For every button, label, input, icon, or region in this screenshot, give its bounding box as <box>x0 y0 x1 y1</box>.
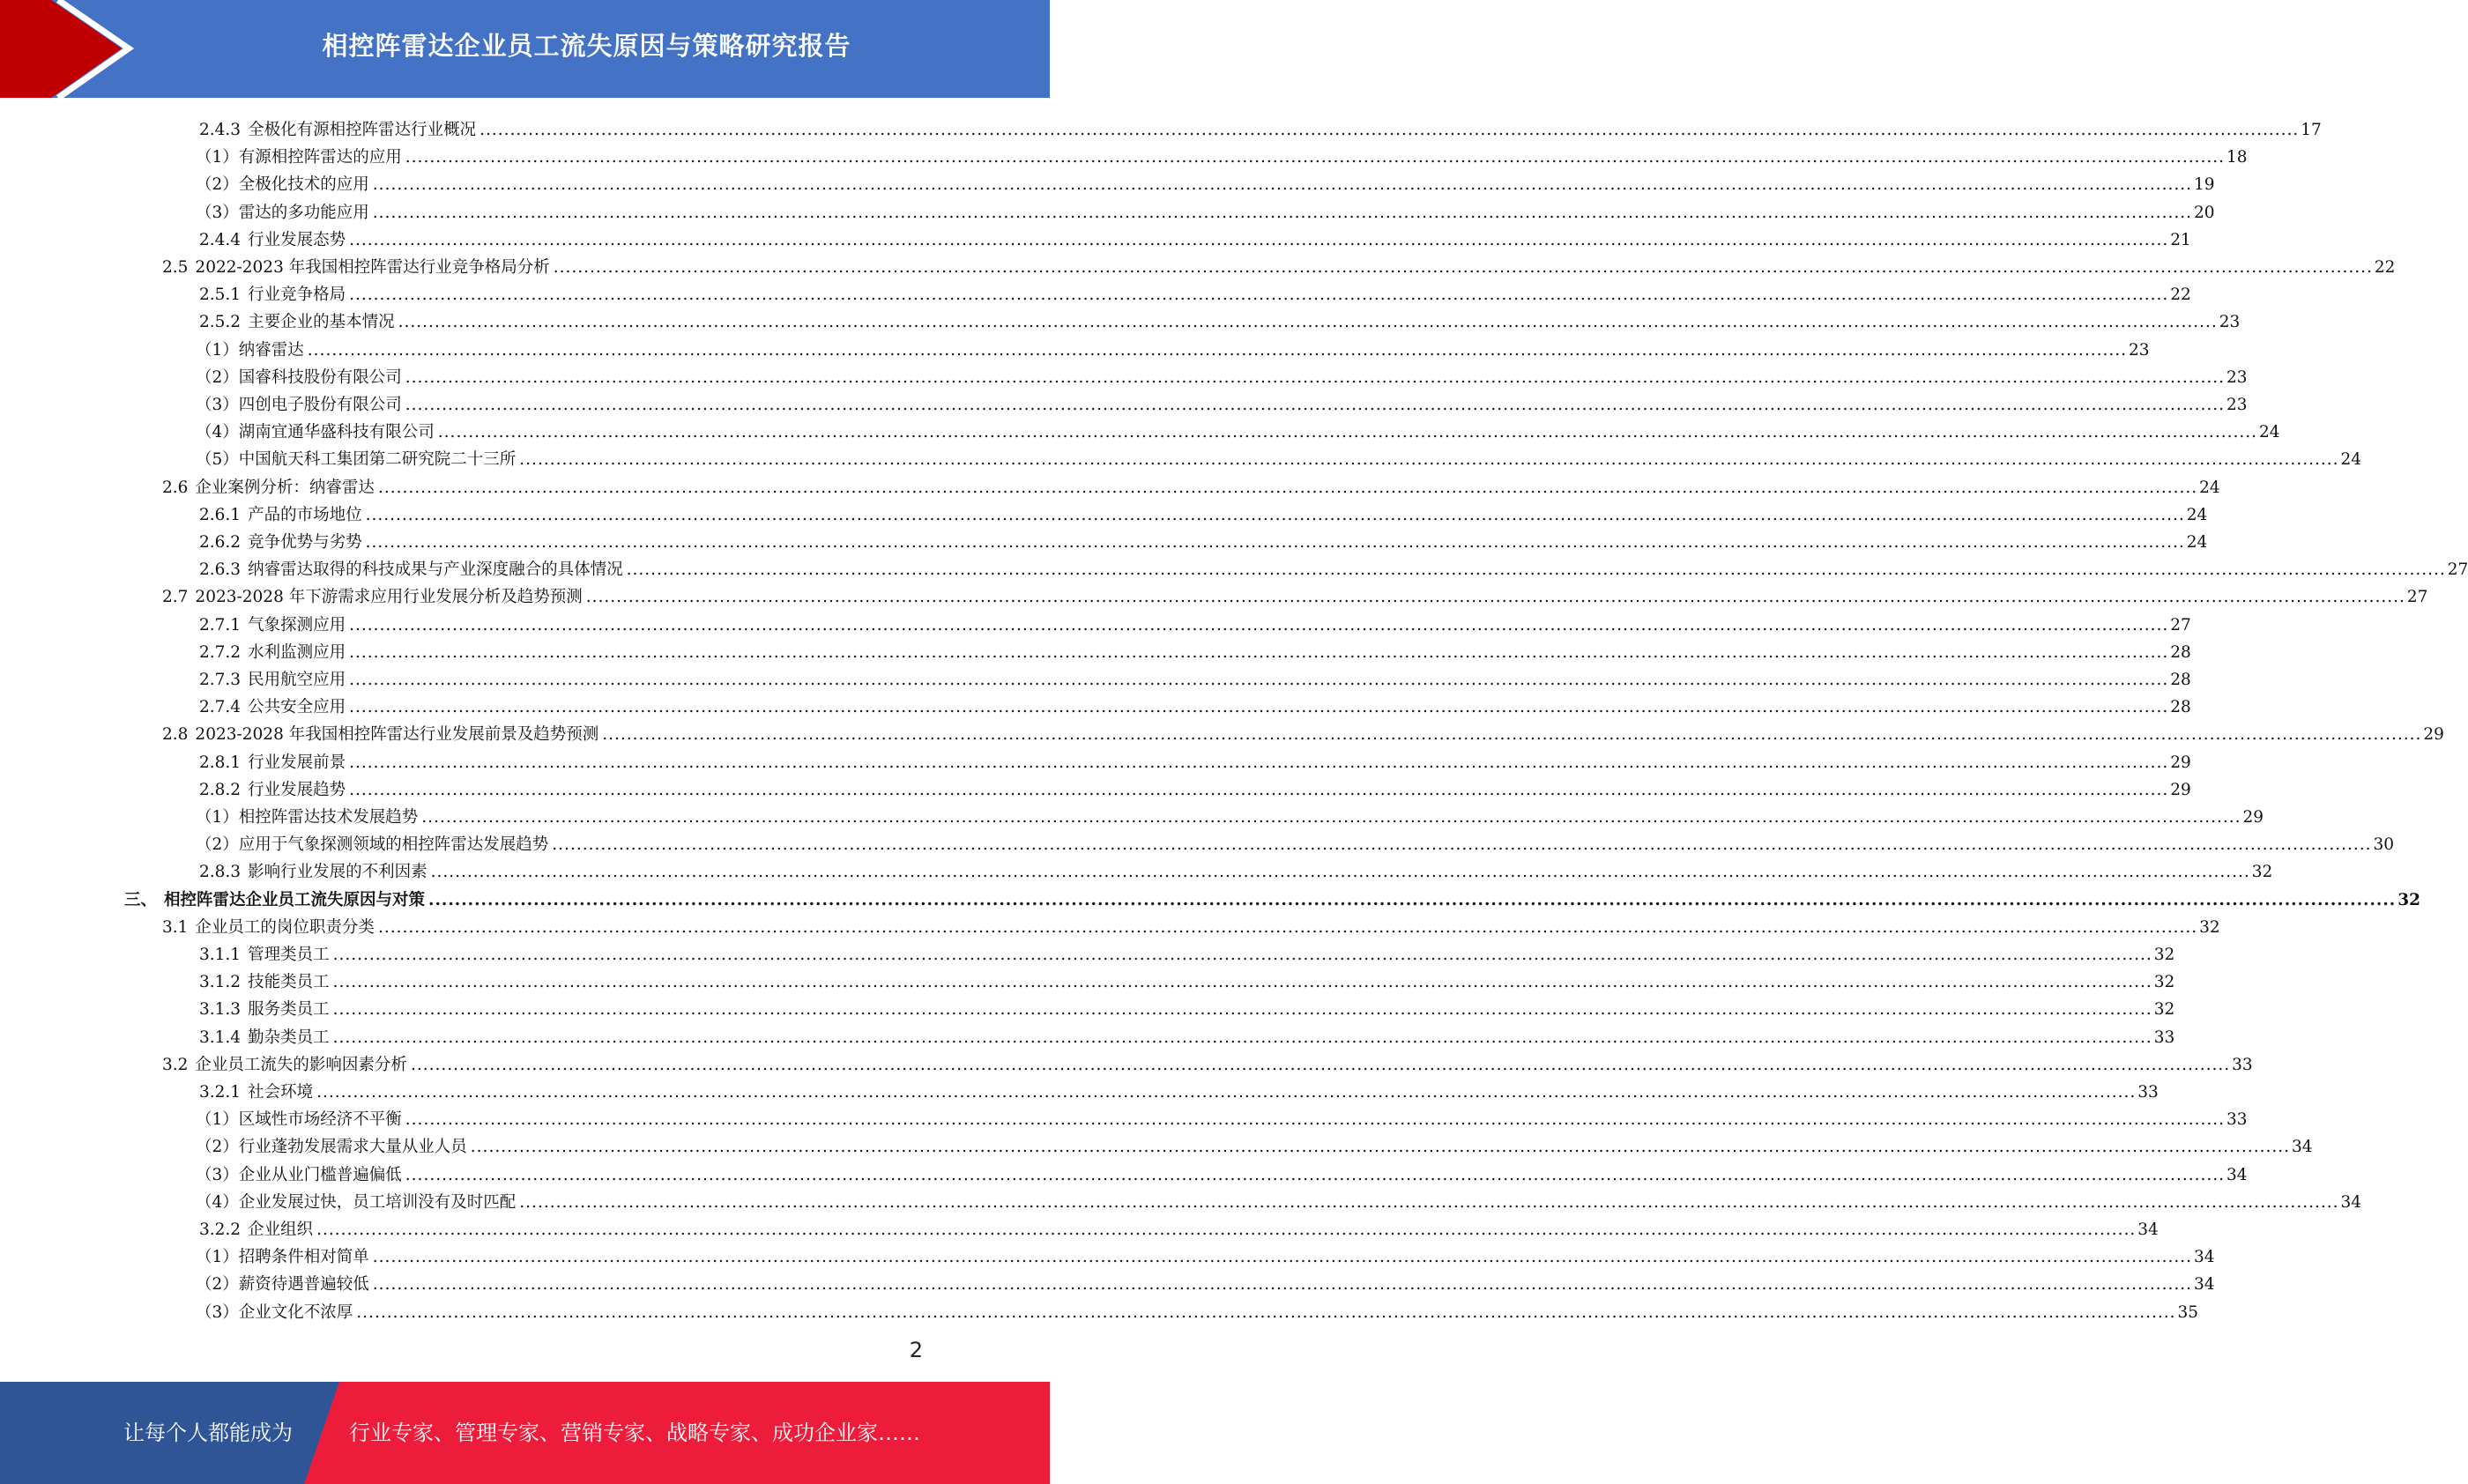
toc-entry-number: 3.2.1 <box>199 1083 242 1102</box>
toc-entry-page: 23 <box>2219 313 2241 332</box>
toc-entry[interactable] <box>199 1213 2159 1240</box>
toc-entry-page: 22 <box>2170 286 2191 305</box>
toc-entry-title: 应用于气象探测领域的相控阵雷达发展趋势 <box>238 835 549 855</box>
toc-dot-leader: ............................................................................................................................................................................................................................................................................................................ <box>519 450 2339 470</box>
toc-dot-leader: ............................................................................................................................................................................................................................................................................................................ <box>405 148 2225 167</box>
toc-entry-title: 中国航天科工集团第二研究院二十三所 <box>238 450 517 470</box>
toc-entry-page: 28 <box>2170 671 2191 689</box>
toc-entry-number: （3） <box>196 203 239 222</box>
toc-entry[interactable] <box>199 608 2191 635</box>
toc-entry-title: 招聘条件相对简单 <box>238 1248 369 1267</box>
toc-entry-page: 23 <box>2226 367 2248 387</box>
toc-entry-title: 产品的市场地位 <box>248 505 362 524</box>
toc-entry[interactable] <box>196 388 2248 415</box>
toc-dot-leader: ............................................................................................................................................................................................................................................................................................................ <box>332 946 2152 964</box>
toc-entry-number: 2.6 <box>162 478 189 497</box>
toc-entry-page: 17 <box>2301 121 2322 139</box>
toc-entry-page: 34 <box>2193 1275 2215 1295</box>
toc-entry-title: 企业案例分析：纳睿雷达 <box>195 478 375 497</box>
toc-entry-page: 28 <box>2170 642 2191 662</box>
toc-entry-number: 2.6.1 <box>199 505 242 524</box>
toc-entry[interactable] <box>162 580 2428 607</box>
toc-entry-page: 24 <box>2340 450 2362 470</box>
toc-entry-page: 33 <box>2153 1028 2175 1047</box>
toc-entry-title: 区域性市场经济不平衡 <box>238 1110 402 1130</box>
toc-dot-leader: ............................................................................................................................................................................................................................................................................................................ <box>349 286 2169 305</box>
toc-entry-page: 33 <box>2232 1055 2253 1074</box>
toc-dot-leader: ............................................................................................................................................................................................................................................................................................................ <box>349 698 2169 717</box>
toc-dot-leader: ............................................................................................................................................................................................................................................................................................................ <box>405 396 2225 414</box>
toc-entry[interactable] <box>199 663 2191 690</box>
toc-entry-title: 纳睿雷达 <box>238 340 304 360</box>
toc-entry-number: 2.7.4 <box>199 698 242 717</box>
toc-entry[interactable] <box>196 140 2248 167</box>
toc-entry[interactable] <box>199 305 2241 332</box>
toc-entry-title: 影响行业发展的不利因素 <box>248 863 427 882</box>
toc-entry-page: 23 <box>2226 396 2248 414</box>
toc-dot-leader: ............................................................................................................................................................................................................................................................................................................ <box>349 753 2169 772</box>
toc-entry-page: 24 <box>2186 505 2208 524</box>
toc-dot-leader: ............................................................................................................................................................................................................................................................................................................ <box>585 588 2405 607</box>
toc-entry-number: （3） <box>196 1302 239 1322</box>
toc-dot-leader: ............................................................................................................................................................................................................................................................................................................ <box>428 890 2397 909</box>
toc-dot-leader: ............................................................................................................................................................................................................................................................................................................ <box>316 1083 2137 1102</box>
toc-entry-page: 34 <box>2226 1165 2248 1184</box>
page-number: 2 <box>909 1338 923 1362</box>
toc-entry-page: 24 <box>2258 423 2280 442</box>
toc-dot-leader: ............................................................................................................................................................................................................................................................................................................ <box>316 1221 2137 1239</box>
toc-entry-title: 2022-2023 年我国相控阵雷达行业竞争格局分析 <box>195 258 550 277</box>
toc-dot-leader: ............................................................................................................................................................................................................................................................................................................ <box>398 313 2218 332</box>
toc-entry[interactable] <box>199 855 2273 882</box>
toc-entry-title: 企业组织 <box>248 1221 314 1239</box>
toc-entry-title: 竞争优势与劣势 <box>248 533 362 552</box>
toc-entry-page: 32 <box>2397 890 2420 909</box>
toc-entry-number: 2.6.2 <box>199 533 242 552</box>
toc-entry-page: 32 <box>2153 973 2175 992</box>
toc-entry-title: 气象探测应用 <box>248 615 346 634</box>
toc-dot-leader: ............................................................................................................................................................................................................................................................................................................ <box>349 780 2169 799</box>
toc-entry-title: 技能类员工 <box>248 973 330 992</box>
toc-entry-number: 2.5.1 <box>199 286 242 305</box>
toc-entry-title: 企业员工的岗位职责分类 <box>195 917 375 937</box>
toc-entry[interactable] <box>196 415 2280 442</box>
toc-entry[interactable] <box>196 1185 2362 1213</box>
toc-entry[interactable] <box>162 717 2444 745</box>
toc-entry[interactable] <box>196 442 2362 470</box>
toc-entry-title: 薪资待遇普遍较低 <box>238 1275 369 1295</box>
toc-entry-page: 19 <box>2193 175 2215 195</box>
toc-entry-page: 35 <box>2177 1302 2199 1322</box>
toc-dot-leader: ............................................................................................................................................................................................................................................................................................................ <box>372 1275 2192 1295</box>
toc-entry[interactable] <box>199 553 2468 580</box>
toc-entry[interactable] <box>199 525 2208 553</box>
toc-dot-leader: ............................................................................................................................................................................................................................................................................................................ <box>437 423 2257 442</box>
toc-dot-leader: ............................................................................................................................................................................................................................................................................................................ <box>372 1248 2192 1267</box>
toc-entry-title: 勤杂类员工 <box>248 1028 330 1047</box>
toc-dot-leader: ............................................................................................................................................................................................................................................................................................................ <box>365 533 2185 552</box>
toc-entry-number: （1） <box>196 1248 239 1267</box>
toc-entry[interactable] <box>199 965 2175 992</box>
toc-dot-leader: ............................................................................................................................................................................................................................................................................................................ <box>372 203 2192 222</box>
toc-entry[interactable] <box>162 910 2220 938</box>
toc-entry-page: 29 <box>2423 725 2444 745</box>
toc-entry-number: （1） <box>196 808 239 827</box>
toc-entry[interactable] <box>199 278 2191 305</box>
toc-entry-title: 企业文化不浓厚 <box>238 1302 353 1322</box>
toc-entry[interactable] <box>199 113 2322 140</box>
toc-dot-leader: ............................................................................................................................................................................................................................................................................................................ <box>332 1000 2152 1020</box>
toc-dot-leader: ............................................................................................................................................................................................................................................................................................................ <box>470 1138 2290 1157</box>
toc-entry-page: 24 <box>2186 533 2208 552</box>
toc-entry[interactable] <box>196 827 2395 855</box>
toc-entry[interactable] <box>196 196 2215 223</box>
toc-dot-leader: ............................................................................................................................................................................................................................................................................................................ <box>479 121 2300 139</box>
toc-entry-title: 服务类员工 <box>248 1000 330 1020</box>
toc-entry-title: 行业发展趋势 <box>248 780 346 799</box>
toc-dot-leader: ............................................................................................................................................................................................................................................................................................................ <box>626 560 2446 580</box>
toc-entry[interactable] <box>199 1020 2175 1048</box>
report-title: 相控阵雷达企业员工流失原因与策略研究报告 <box>322 30 851 61</box>
toc-entry-page: 20 <box>2193 203 2215 222</box>
toc-dot-leader: ............................................................................................................................................................................................................................................................................................................ <box>377 917 2198 937</box>
toc-entry-number: 2.8.2 <box>199 780 242 799</box>
toc-entry-page: 28 <box>2170 698 2191 717</box>
toc-entry-number: （4） <box>196 1192 239 1212</box>
toc-dot-leader: ............................................................................................................................................................................................................................................................................................................ <box>365 505 2185 524</box>
toc-entry[interactable] <box>199 992 2175 1020</box>
toc-dot-leader: ............................................................................................................................................................................................................................................................................................................ <box>307 340 2127 360</box>
toc-entry[interactable] <box>199 938 2175 965</box>
toc-entry-number: 2.5.2 <box>199 313 242 332</box>
toc-entry-page: 33 <box>2226 1110 2248 1130</box>
red-chevron-decoration <box>0 0 141 98</box>
toc-entry-page: 27 <box>2170 615 2191 634</box>
toc-entry-number: （3） <box>196 1165 239 1184</box>
toc-entry-page: 29 <box>2170 753 2191 772</box>
toc-entry[interactable] <box>199 746 2191 773</box>
toc-entry-title: 有源相控阵雷达的应用 <box>238 148 402 167</box>
toc-entry[interactable] <box>199 1075 2159 1102</box>
toc-entry-page: 27 <box>2447 560 2468 580</box>
toc-entry-page: 24 <box>2199 478 2220 497</box>
toc-entry[interactable] <box>196 1102 2248 1130</box>
footer-slogan: 让每个人都能成为 <box>123 1421 293 1445</box>
toc-entry-number: 2.8.1 <box>199 753 242 772</box>
toc-entry-page: 32 <box>2199 917 2220 937</box>
toc-entry-number: （1） <box>196 340 239 360</box>
toc-dot-leader: ............................................................................................................................................................................................................................................................................................................ <box>410 1055 2231 1074</box>
toc-dot-leader: ............................................................................................................................................................................................................................................................................................................ <box>349 671 2169 689</box>
toc-entry-page: 29 <box>2242 808 2264 827</box>
toc-entry-title: 水利监测应用 <box>248 642 346 662</box>
toc-entry-page: 21 <box>2170 230 2191 249</box>
toc-entry-page: 34 <box>2340 1192 2362 1212</box>
footer-roles: 行业专家、管理专家、营销专家、战略专家、成功企业家…… <box>349 1421 920 1445</box>
toc-dot-leader: ............................................................................................................................................................................................................................................................................................................ <box>552 835 2372 855</box>
toc-entry-title: 雷达的多功能应用 <box>238 203 369 222</box>
toc-entry-title: 行业蓬勃发展需求大量从业人员 <box>238 1138 467 1157</box>
toc-entry-number: 2.4.3 <box>199 121 242 139</box>
toc-entry[interactable] <box>199 223 2191 250</box>
toc-entry-number: （4） <box>196 423 239 442</box>
toc-entry[interactable] <box>196 1130 2313 1157</box>
toc-entry-title: 国睿科技股份有限公司 <box>238 367 402 387</box>
toc-entry-number: （1） <box>196 1110 239 1130</box>
toc-entry-number: （2） <box>196 367 239 387</box>
toc-entry[interactable] <box>196 1240 2215 1267</box>
toc-dot-leader: ............................................................................................................................................................................................................................................................................................................ <box>349 642 2169 662</box>
toc-entry-page: 22 <box>2374 258 2396 277</box>
toc-entry[interactable] <box>162 471 2220 498</box>
toc-entry-title: 民用航空应用 <box>248 671 346 689</box>
toc-dot-leader: ............................................................................................................................................................................................................................................................................................................ <box>372 175 2192 195</box>
toc-entry-number: 2.4.4 <box>199 230 242 249</box>
toc-dot-leader: ............................................................................................................................................................................................................................................................................................................ <box>430 863 2250 882</box>
toc-entry-title: 企业从业门槛普遍偏低 <box>238 1165 402 1184</box>
toc-entry-number: 3.1.1 <box>199 946 242 964</box>
toc-dot-leader: ............................................................................................................................................................................................................................................................................................................ <box>553 258 2373 277</box>
toc-entry-number: 3.1.3 <box>199 1000 242 1020</box>
toc-entry-title: 行业发展前景 <box>248 753 346 772</box>
toc-dot-leader: ............................................................................................................................................................................................................................................................................................................ <box>405 367 2225 387</box>
toc-entry[interactable] <box>196 360 2248 388</box>
toc-entry[interactable] <box>124 883 2420 910</box>
toc-entry[interactable] <box>199 635 2191 663</box>
toc-entry-title: 相控阵雷达技术发展趋势 <box>238 808 419 827</box>
toc-dot-leader: ............................................................................................................................................................................................................................................................................................................ <box>405 1165 2225 1184</box>
toc-entry-page: 34 <box>2137 1221 2159 1239</box>
toc-entry-page: 34 <box>2193 1248 2215 1267</box>
toc-entry-number: 2.7.2 <box>199 642 242 662</box>
toc-entry-title: 主要企业的基本情况 <box>248 313 395 332</box>
toc-entry-title: 行业竞争格局 <box>248 286 346 305</box>
toc-entry-title: 纳睿雷达取得的科技成果与产业深度融合的具体情况 <box>248 560 623 580</box>
toc-entry-number: 2.6.3 <box>199 560 242 580</box>
toc-entry-number: 2.7.1 <box>199 615 242 634</box>
toc-entry-number: 2.5 <box>162 258 189 277</box>
toc-entry-number: 3.1 <box>162 917 189 937</box>
toc-entry-title: 相控阵雷达企业员工流失原因与对策 <box>164 890 426 909</box>
toc-dot-leader: ............................................................................................................................................................................................................................................................................................................ <box>356 1302 2176 1322</box>
toc-entry-number: 三、 <box>124 890 158 909</box>
page-footer <box>0 1382 1050 1484</box>
toc-entry[interactable] <box>196 1267 2215 1295</box>
toc-entry-title: 企业员工流失的影响因素分析 <box>195 1055 407 1074</box>
toc-dot-leader: ............................................................................................................................................................................................................................................................................................................ <box>377 478 2198 497</box>
toc-entry-number: 3.1.2 <box>199 973 242 992</box>
toc-entry-title: 管理类员工 <box>248 946 330 964</box>
toc-entry-page: 18 <box>2226 148 2248 167</box>
toc-entry-number: （2） <box>196 835 239 855</box>
toc-entry-title: 公共安全应用 <box>248 698 346 717</box>
toc-entry-title: 行业发展态势 <box>248 230 346 249</box>
toc-entry-number: （1） <box>196 148 239 167</box>
toc-entry-number: 3.2.2 <box>199 1221 242 1239</box>
toc-entry-title: 全极化有源相控阵雷达行业概况 <box>248 121 477 139</box>
toc-entry-title: 四创电子股份有限公司 <box>238 396 402 414</box>
toc-entry[interactable] <box>196 333 2150 360</box>
toc-dot-leader: ............................................................................................................................................................................................................................................................................................................ <box>349 230 2169 249</box>
toc-entry[interactable] <box>196 800 2264 827</box>
toc-entry-page: 27 <box>2406 588 2428 607</box>
toc-entry[interactable] <box>162 250 2396 278</box>
toc-entry-page: 34 <box>2291 1138 2313 1157</box>
page-header <box>0 0 1050 98</box>
toc-dot-leader: ............................................................................................................................................................................................................................................................................................................ <box>332 1028 2152 1047</box>
toc-entry-title: 湖南宜通华盛科技有限公司 <box>238 423 435 442</box>
toc-entry[interactable] <box>199 773 2191 800</box>
toc-entry-title: 企业发展过快，员工培训没有及时匹配 <box>238 1192 517 1212</box>
toc-entry-number: 2.7 <box>162 588 189 607</box>
toc-dot-leader: ............................................................................................................................................................................................................................................................................................................ <box>349 615 2169 634</box>
toc-entry-number: （2） <box>196 175 239 195</box>
toc-entry[interactable] <box>199 690 2191 717</box>
toc-dot-leader: ............................................................................................................................................................................................................................................................................................................ <box>519 1192 2339 1212</box>
toc-entry[interactable] <box>199 498 2208 525</box>
toc-entry-number: 3.2 <box>162 1055 189 1074</box>
toc-entry-title: 2023-2028 年我国相控阵雷达行业发展前景及趋势预测 <box>195 725 599 745</box>
toc-entry[interactable] <box>196 1158 2248 1185</box>
toc-entry-page: 32 <box>2153 1000 2175 1020</box>
toc-entry-number: （2） <box>196 1275 239 1295</box>
toc-dot-leader: ............................................................................................................................................................................................................................................................................................................ <box>332 973 2152 992</box>
toc-dot-leader: ............................................................................................................................................................................................................................................................................................................ <box>405 1110 2225 1130</box>
toc-entry-page: 29 <box>2170 780 2191 799</box>
toc-entry[interactable] <box>196 167 2215 195</box>
toc-dot-leader: ............................................................................................................................................................................................................................................................................................................ <box>421 808 2241 827</box>
toc-entry-title: 社会环境 <box>248 1083 314 1102</box>
toc-entry-page: 33 <box>2137 1083 2159 1102</box>
toc-entry-number: （5） <box>196 450 239 470</box>
toc-entry-page: 32 <box>2153 946 2175 964</box>
toc-entry-title: 全极化技术的应用 <box>238 175 369 195</box>
toc-dot-leader: ............................................................................................................................................................................................................................................................................................................ <box>602 725 2422 745</box>
toc-entry-page: 30 <box>2373 835 2395 855</box>
toc-entry-page: 23 <box>2128 340 2150 360</box>
toc-entry[interactable] <box>162 1048 2253 1075</box>
toc-entry-number: 3.1.4 <box>199 1028 242 1047</box>
toc-entry-number: （2） <box>196 1138 239 1157</box>
toc-entry-number: 2.8 <box>162 725 189 745</box>
toc-entry-number: 2.8.3 <box>199 863 242 882</box>
toc-entry-number: （3） <box>196 396 239 414</box>
toc-entry-number: 2.7.3 <box>199 671 242 689</box>
toc-entry[interactable] <box>196 1295 2199 1323</box>
toc-entry-title: 2023-2028 年下游需求应用行业发展分析及趋势预测 <box>195 588 583 607</box>
toc-entry-page: 32 <box>2251 863 2273 882</box>
